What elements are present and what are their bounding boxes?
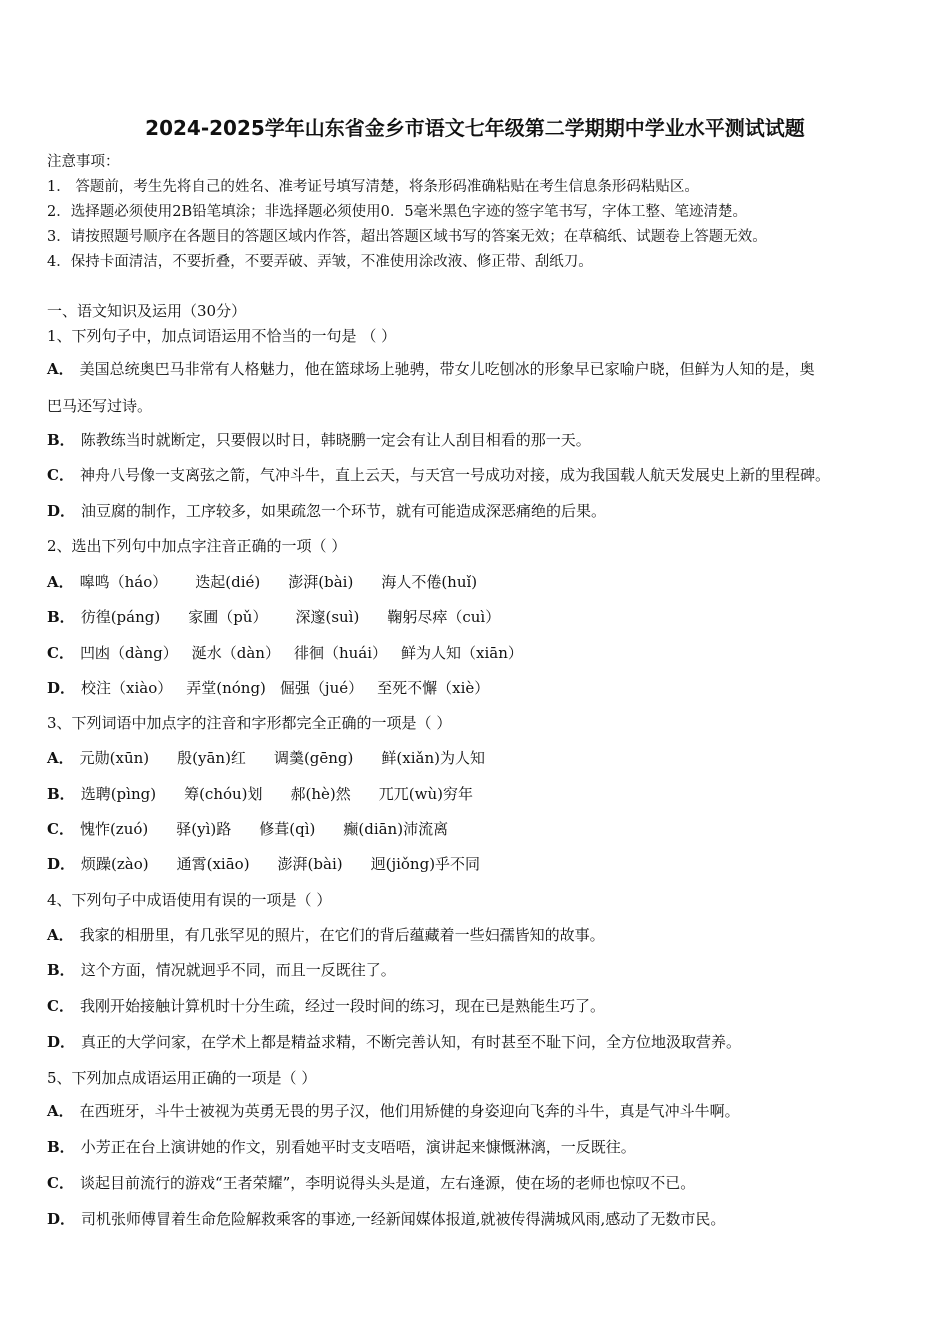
option-label: A． (47, 926, 74, 944)
section-heading: 一、语文知识及运用（30分） (47, 302, 247, 320)
question-5-stem: 5、下列加点成语运用正确的一项是（ ） (47, 1069, 317, 1087)
word: 迭起(dié) (195, 573, 261, 591)
option-label: C． (47, 820, 74, 838)
word: 鲜(xiǎn)为人知 (381, 749, 485, 767)
option-text: 谈起目前流行的游戏“王者荣耀”，李明说得头头是道，左右逢源，使在场的老师也惊叹不已。 (79, 1174, 696, 1192)
question-2-option-d (47, 678, 517, 698)
word: 至死不懈（xiè） (377, 679, 490, 697)
option-label: C． (47, 1174, 74, 1192)
option-label: B． (47, 608, 75, 626)
option-label: D． (47, 502, 76, 520)
notice-heading: 注意事项： (47, 154, 120, 170)
option-text: 在西班牙，斗牛士被视为英勇无畏的男子汉，他们用矫健的身姿迎向飞奔的斗牛，真是气冲斗牛啊。 (79, 1102, 740, 1120)
question-3-option-c (47, 819, 476, 839)
question-5-option-a (47, 1101, 740, 1121)
option-text: 这个方面，情况就迥乎不同，而且一反既往了。 (80, 961, 396, 979)
option-label: B． (47, 1138, 75, 1156)
option-label: B． (47, 431, 75, 449)
word: 彷徨(páng) (80, 608, 161, 626)
word: 癫(diān)沛流离 (343, 820, 449, 838)
word: 郝(hè)然 (290, 785, 351, 803)
question-1-option-d (47, 501, 606, 521)
question-2-option-c (47, 643, 551, 663)
option-text: 司机张师傅冒着生命危险解救乘客的事迹,一经新闻媒体报道,就被传得满城风雨,感动了无数市民。 (81, 1210, 726, 1228)
option-label: D． (47, 855, 76, 873)
word: 校注（xiào） (81, 679, 173, 697)
question-4-option-b (47, 960, 396, 980)
word: 弄堂(nóng) (186, 679, 266, 697)
word: 迥(jiǒng)乎不同 (370, 855, 481, 873)
word: 鞠躬尽瘁（cuì） (387, 608, 501, 626)
option-label: A． (47, 749, 74, 767)
question-1-option-a (47, 359, 815, 379)
notice-item-2: 2．选择题必须使用2B铅笔填涂；非选择题必须使用0．5毫米黑色字迹的签字笔书写，字体工整、笔迹清楚。 (47, 204, 748, 220)
question-1-option-c (47, 465, 830, 485)
option-label: D． (47, 1033, 76, 1051)
word: 深邃(suì) (295, 608, 360, 626)
notice-item-4: 4．保持卡面清洁，不要折叠，不要弄破、弄皱，不准使用涂改液、修正带、刮纸刀。 (47, 254, 593, 270)
question-5-option-d (47, 1209, 725, 1229)
option-text: 真正的大学问家，在学术上都是精益求精，不断完善认知，有时甚至不耻下问，全方位地汲取营养。 (81, 1033, 742, 1051)
question-2-stem: 2、选出下列句中加点字注音正确的一项（ ） (47, 537, 347, 555)
option-text: 我家的相册里，有几张罕见的照片，在它们的背后蕴藏着一些妇孺皆知的故事。 (79, 926, 605, 944)
word: 烦躁(zào) (81, 855, 149, 873)
option-text: 小芳正在台上演讲她的作文，别看她平时支支唔唔，演讲起来慷慨淋漓，一反既往。 (80, 1138, 636, 1156)
option-label: D． (47, 679, 76, 697)
word: 嗥鸣（háo） (79, 573, 168, 591)
option-label: A． (47, 573, 74, 591)
option-label: D． (47, 1210, 76, 1228)
option-label: C． (47, 466, 74, 484)
word: 驿(yì)路 (176, 820, 232, 838)
word: 殷(yān)红 (177, 749, 246, 767)
option-label: A． (47, 1102, 74, 1120)
word: 鲜为人知（xiān） (401, 644, 523, 662)
word: 徘徊（huái） (293, 644, 388, 662)
word: 兀兀(wù)穷年 (378, 785, 473, 803)
notice-item-1: 1． 答题前，考生先将自己的姓名、准考证号填写清楚，将条形码准确粘贴在考生信息条形码粘贴区。 (47, 179, 699, 195)
option-text: 美国总统奥巴马非常有人格魅力，他在篮球场上驰骋，带女儿吃刨冰的形象早已家喻户晓，但鲜为人知的是，奥 (79, 360, 815, 378)
question-3-option-a (47, 748, 513, 768)
option-label: C． (47, 997, 74, 1015)
option-label: A． (47, 360, 74, 378)
option-label: B． (47, 785, 75, 803)
word: 元勋(xūn) (79, 749, 150, 767)
question-1-option-b (47, 430, 591, 450)
word: 海人不倦(huǐ) (381, 573, 478, 591)
option-text: 神舟八号像一支离弦之箭，气冲斗牛，直上云天，与天宫一号成功对接，成为我国载人航天发展史上新的里程碑。 (79, 466, 830, 484)
question-3-option-b (47, 784, 501, 804)
word: 筹(chóu)划 (184, 785, 263, 803)
word: 修葺(qì) (259, 820, 316, 838)
word: 通霄(xiāo) (176, 855, 250, 873)
question-4-stem: 4、下列句子中成语使用有误的一项是（ ） (47, 891, 332, 909)
question-2-option-a (47, 572, 505, 592)
word: 愧怍(zuó) (79, 820, 149, 838)
option-label: C． (47, 644, 74, 662)
option-text: 我刚开始接触计算机时十分生疏，经过一段时间的练习，现在已是熟能生巧了。 (79, 997, 605, 1015)
word: 涎水（dàn） (191, 644, 280, 662)
question-1-stem: 1、下列句子中，加点词语运用不恰当的一句是 （ ） (47, 327, 397, 345)
word: 调羹(gēng) (273, 749, 354, 767)
word: 倔强（jué） (279, 679, 364, 697)
question-5-option-b (47, 1137, 636, 1157)
question-5-option-c (47, 1173, 695, 1193)
document-title: 2024-2025学年山东省金乡市语文七年级第二学期期中学业水平测试试题 (145, 116, 805, 140)
question-4-option-c (47, 996, 605, 1016)
option-text: 油豆腐的制作，工序较多，如果疏忽一个环节，就有可能造成深恶痛绝的后果。 (81, 502, 607, 520)
option-label: B． (47, 961, 75, 979)
word: 澎湃(bài) (288, 573, 354, 591)
option-text: 陈教练当时就断定，只要假以时日，韩晓鹏一定会有让人刮目相看的那一天。 (80, 431, 591, 449)
word: 选聘(pìng) (80, 785, 157, 803)
question-4-option-a (47, 925, 605, 945)
word: 澎湃(bài) (277, 855, 343, 873)
question-3-stem: 3、下列词语中加点字的注音和字形都完全正确的一项是（ ） (47, 714, 452, 732)
word: 家圃（pǔ） (188, 608, 268, 626)
question-1-option-a-cont: 巴马还写过诗。 (47, 397, 153, 415)
question-2-option-b (47, 607, 528, 627)
question-4-option-d (47, 1032, 741, 1052)
word: 凹凼（dàng） (79, 644, 178, 662)
notice-item-3: 3．请按照题号顺序在各题目的答题区域内作答，超出答题区域书写的答案无效；在草稿纸、试题卷上答题无效。 (47, 229, 767, 245)
question-3-option-d (47, 854, 508, 874)
